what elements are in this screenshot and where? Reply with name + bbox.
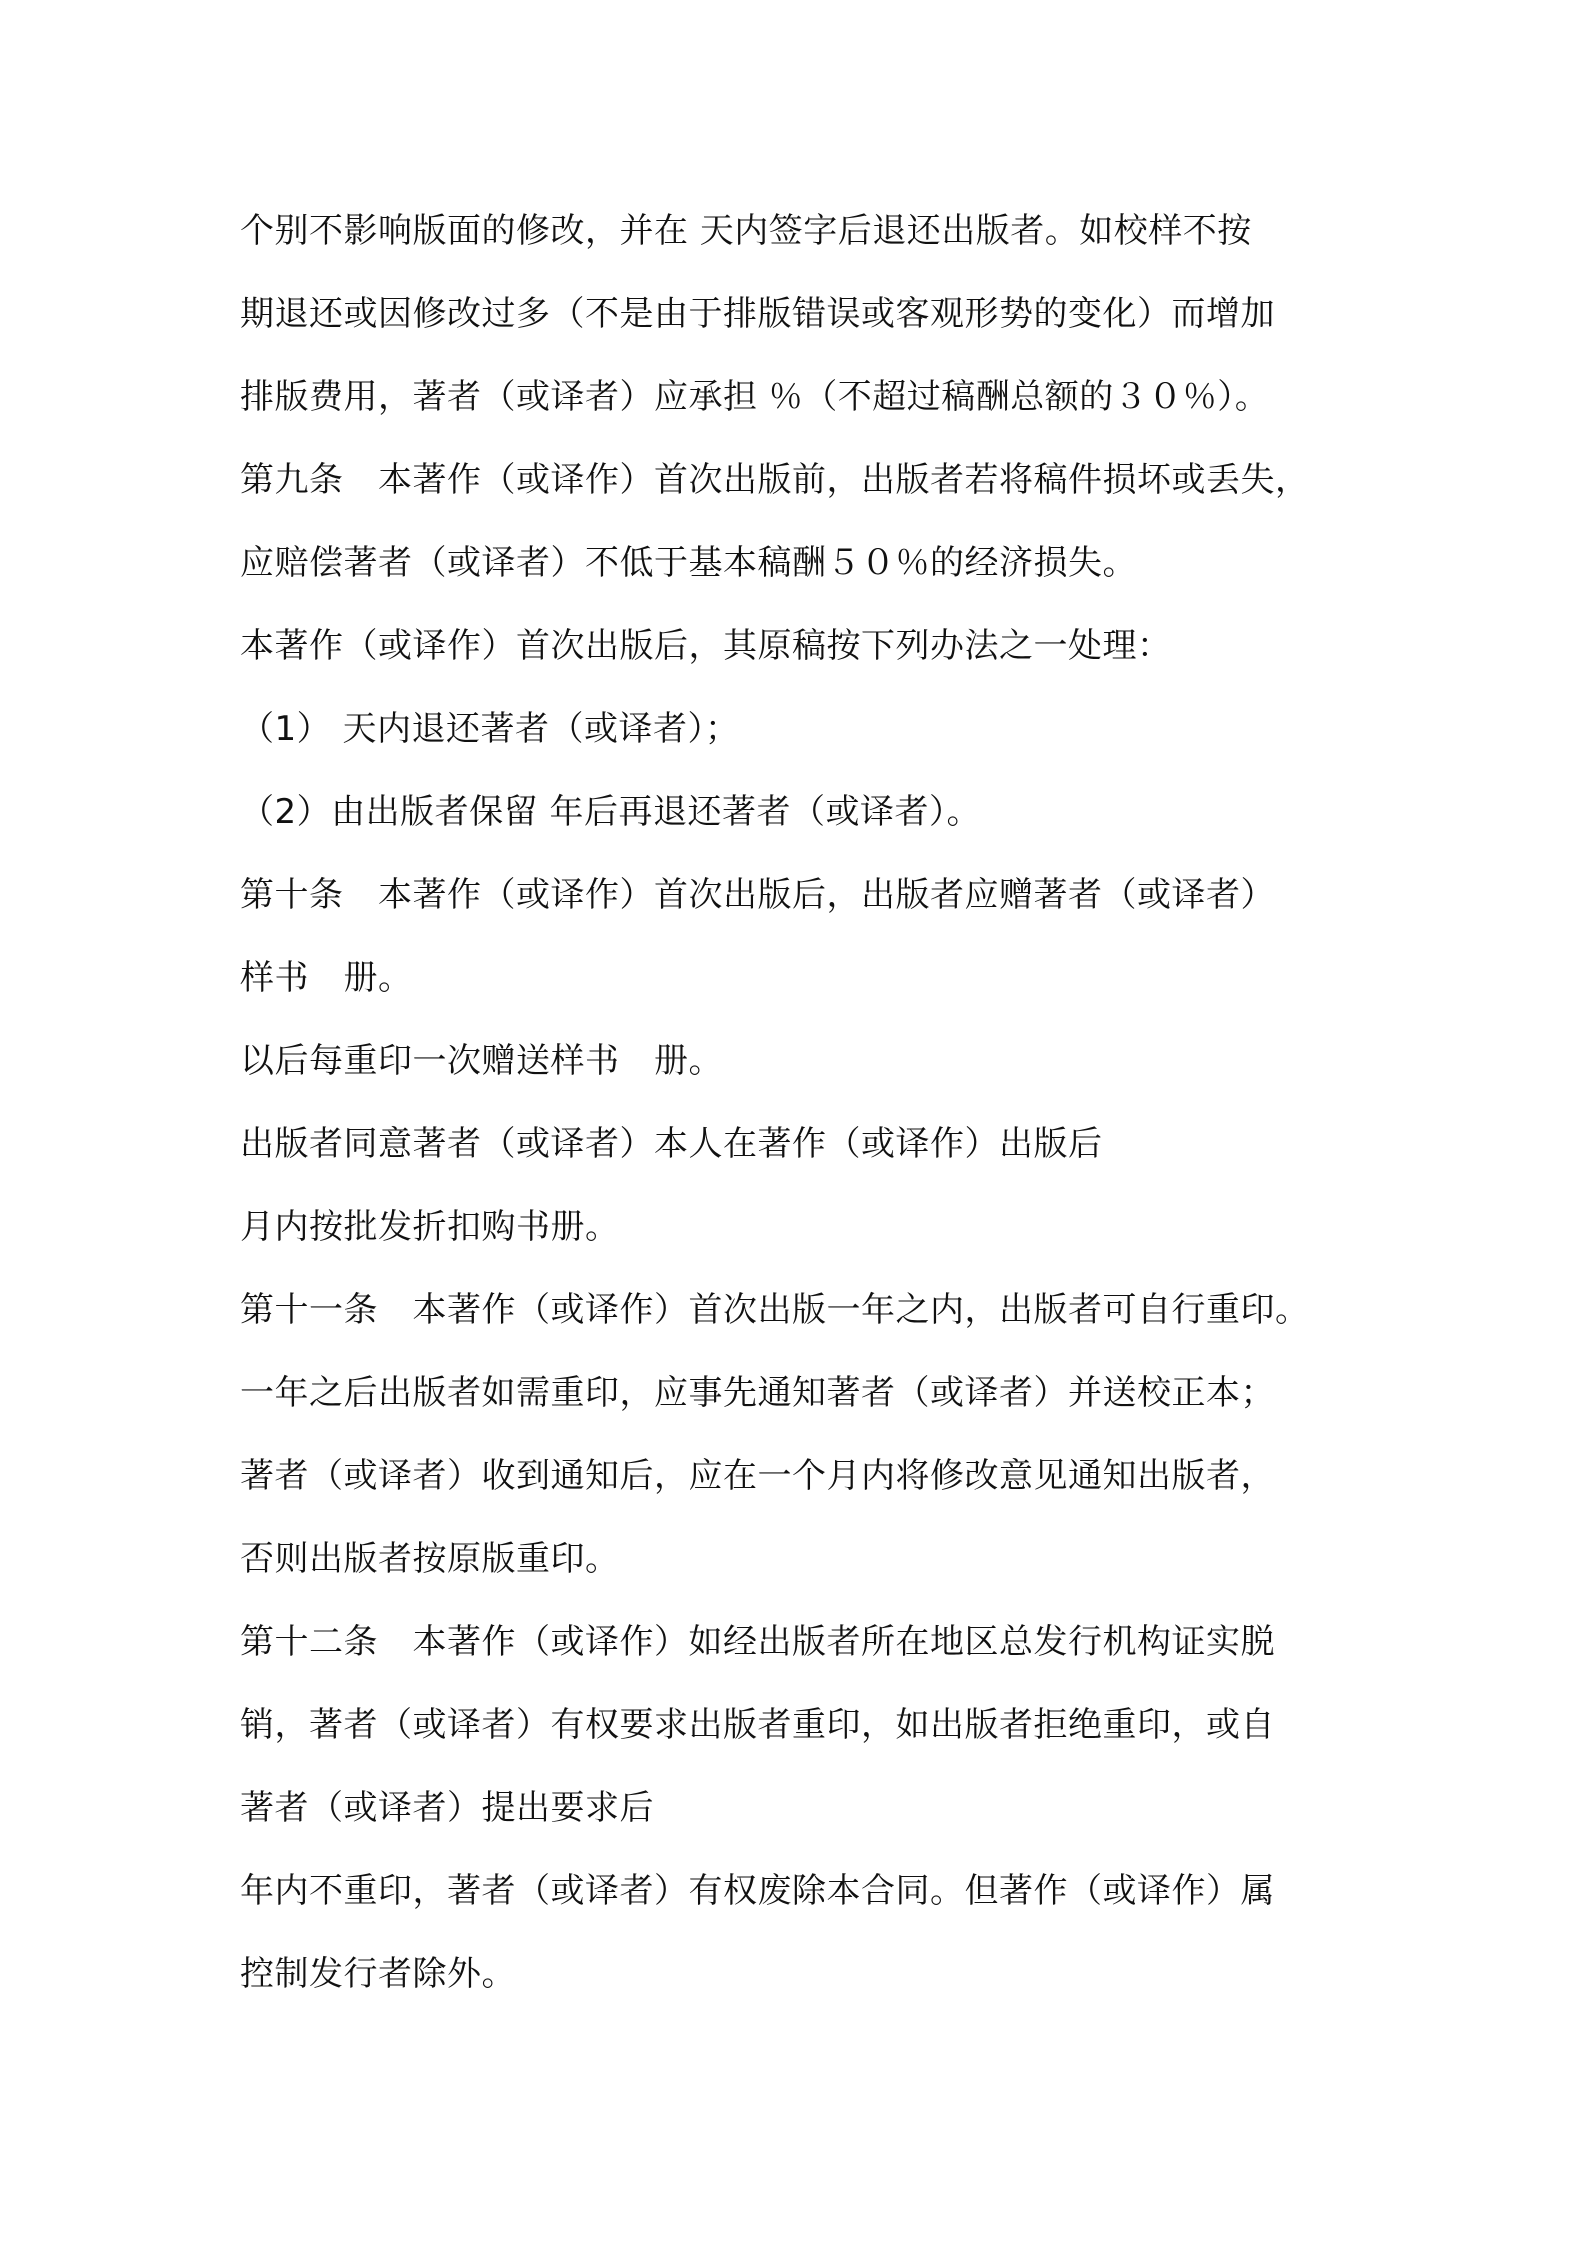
text-line: 著者（或译者）收到通知后，应在一个月内将修改意见通知出版者， bbox=[240, 1456, 1275, 1496]
article-11-line: 第十一条 本著作（或译作）首次出版一年之内，出版者可自行重印。 bbox=[240, 1290, 1310, 1330]
text-line: 一年之后出版者如需重印，应事先通知著者（或译者）并送校正本； bbox=[240, 1373, 1275, 1413]
list-item-2: （2）由出版者保留 年后再退还著者（或译者）。 bbox=[240, 792, 981, 832]
text-line: 否则出版者按原版重印。 bbox=[240, 1539, 620, 1579]
text-line: 个别不影响版面的修改，并在 天内签字后退还出版者。如校样不按 bbox=[240, 211, 1252, 251]
article-10-line: 第十条 本著作（或译作）首次出版后，出版者应赠著者（或译者） bbox=[240, 875, 1275, 915]
text-line: 排版费用，著者（或译者）应承担 ％（不超过稿酬总额的３０％）。 bbox=[240, 377, 1270, 417]
text-line: 样书 册。 bbox=[240, 958, 413, 998]
text-line: 期退还或因修改过多（不是由于排版错误或客观形势的变化）而增加 bbox=[240, 294, 1275, 334]
text-line: 以后每重印一次赠送样书 册。 bbox=[240, 1041, 723, 1081]
article-9-line: 第九条 本著作（或译作）首次出版前，出版者若将稿件损坏或丢失， bbox=[240, 460, 1310, 500]
text-line: 销，著者（或译者）有权要求出版者重印，如出版者拒绝重印，或自 bbox=[240, 1705, 1275, 1745]
text-line: 著者（或译者）提出要求后 bbox=[240, 1788, 654, 1828]
text-line: 月内按批发折扣购书册。 bbox=[240, 1207, 620, 1247]
text-line: 本著作（或译作）首次出版后，其原稿按下列办法之一处理： bbox=[240, 626, 1172, 666]
text-line: 年内不重印，著者（或译者）有权废除本合同。但著作（或译作）属 bbox=[240, 1871, 1275, 1911]
article-12-line: 第十二条 本著作（或译作）如经出版者所在地区总发行机构证实脱 bbox=[240, 1622, 1275, 1662]
text-line: 出版者同意著者（或译者）本人在著作（或译作）出版后 bbox=[240, 1124, 1103, 1164]
list-item-1: （1） 天内退还著者（或译者）； bbox=[240, 709, 740, 749]
text-line: 控制发行者除外。 bbox=[240, 1954, 516, 1994]
contract-text-body bbox=[240, 190, 1380, 2016]
text-line: 应赔偿著者（或译者）不低于基本稿酬５０％的经济损失。 bbox=[240, 543, 1137, 583]
